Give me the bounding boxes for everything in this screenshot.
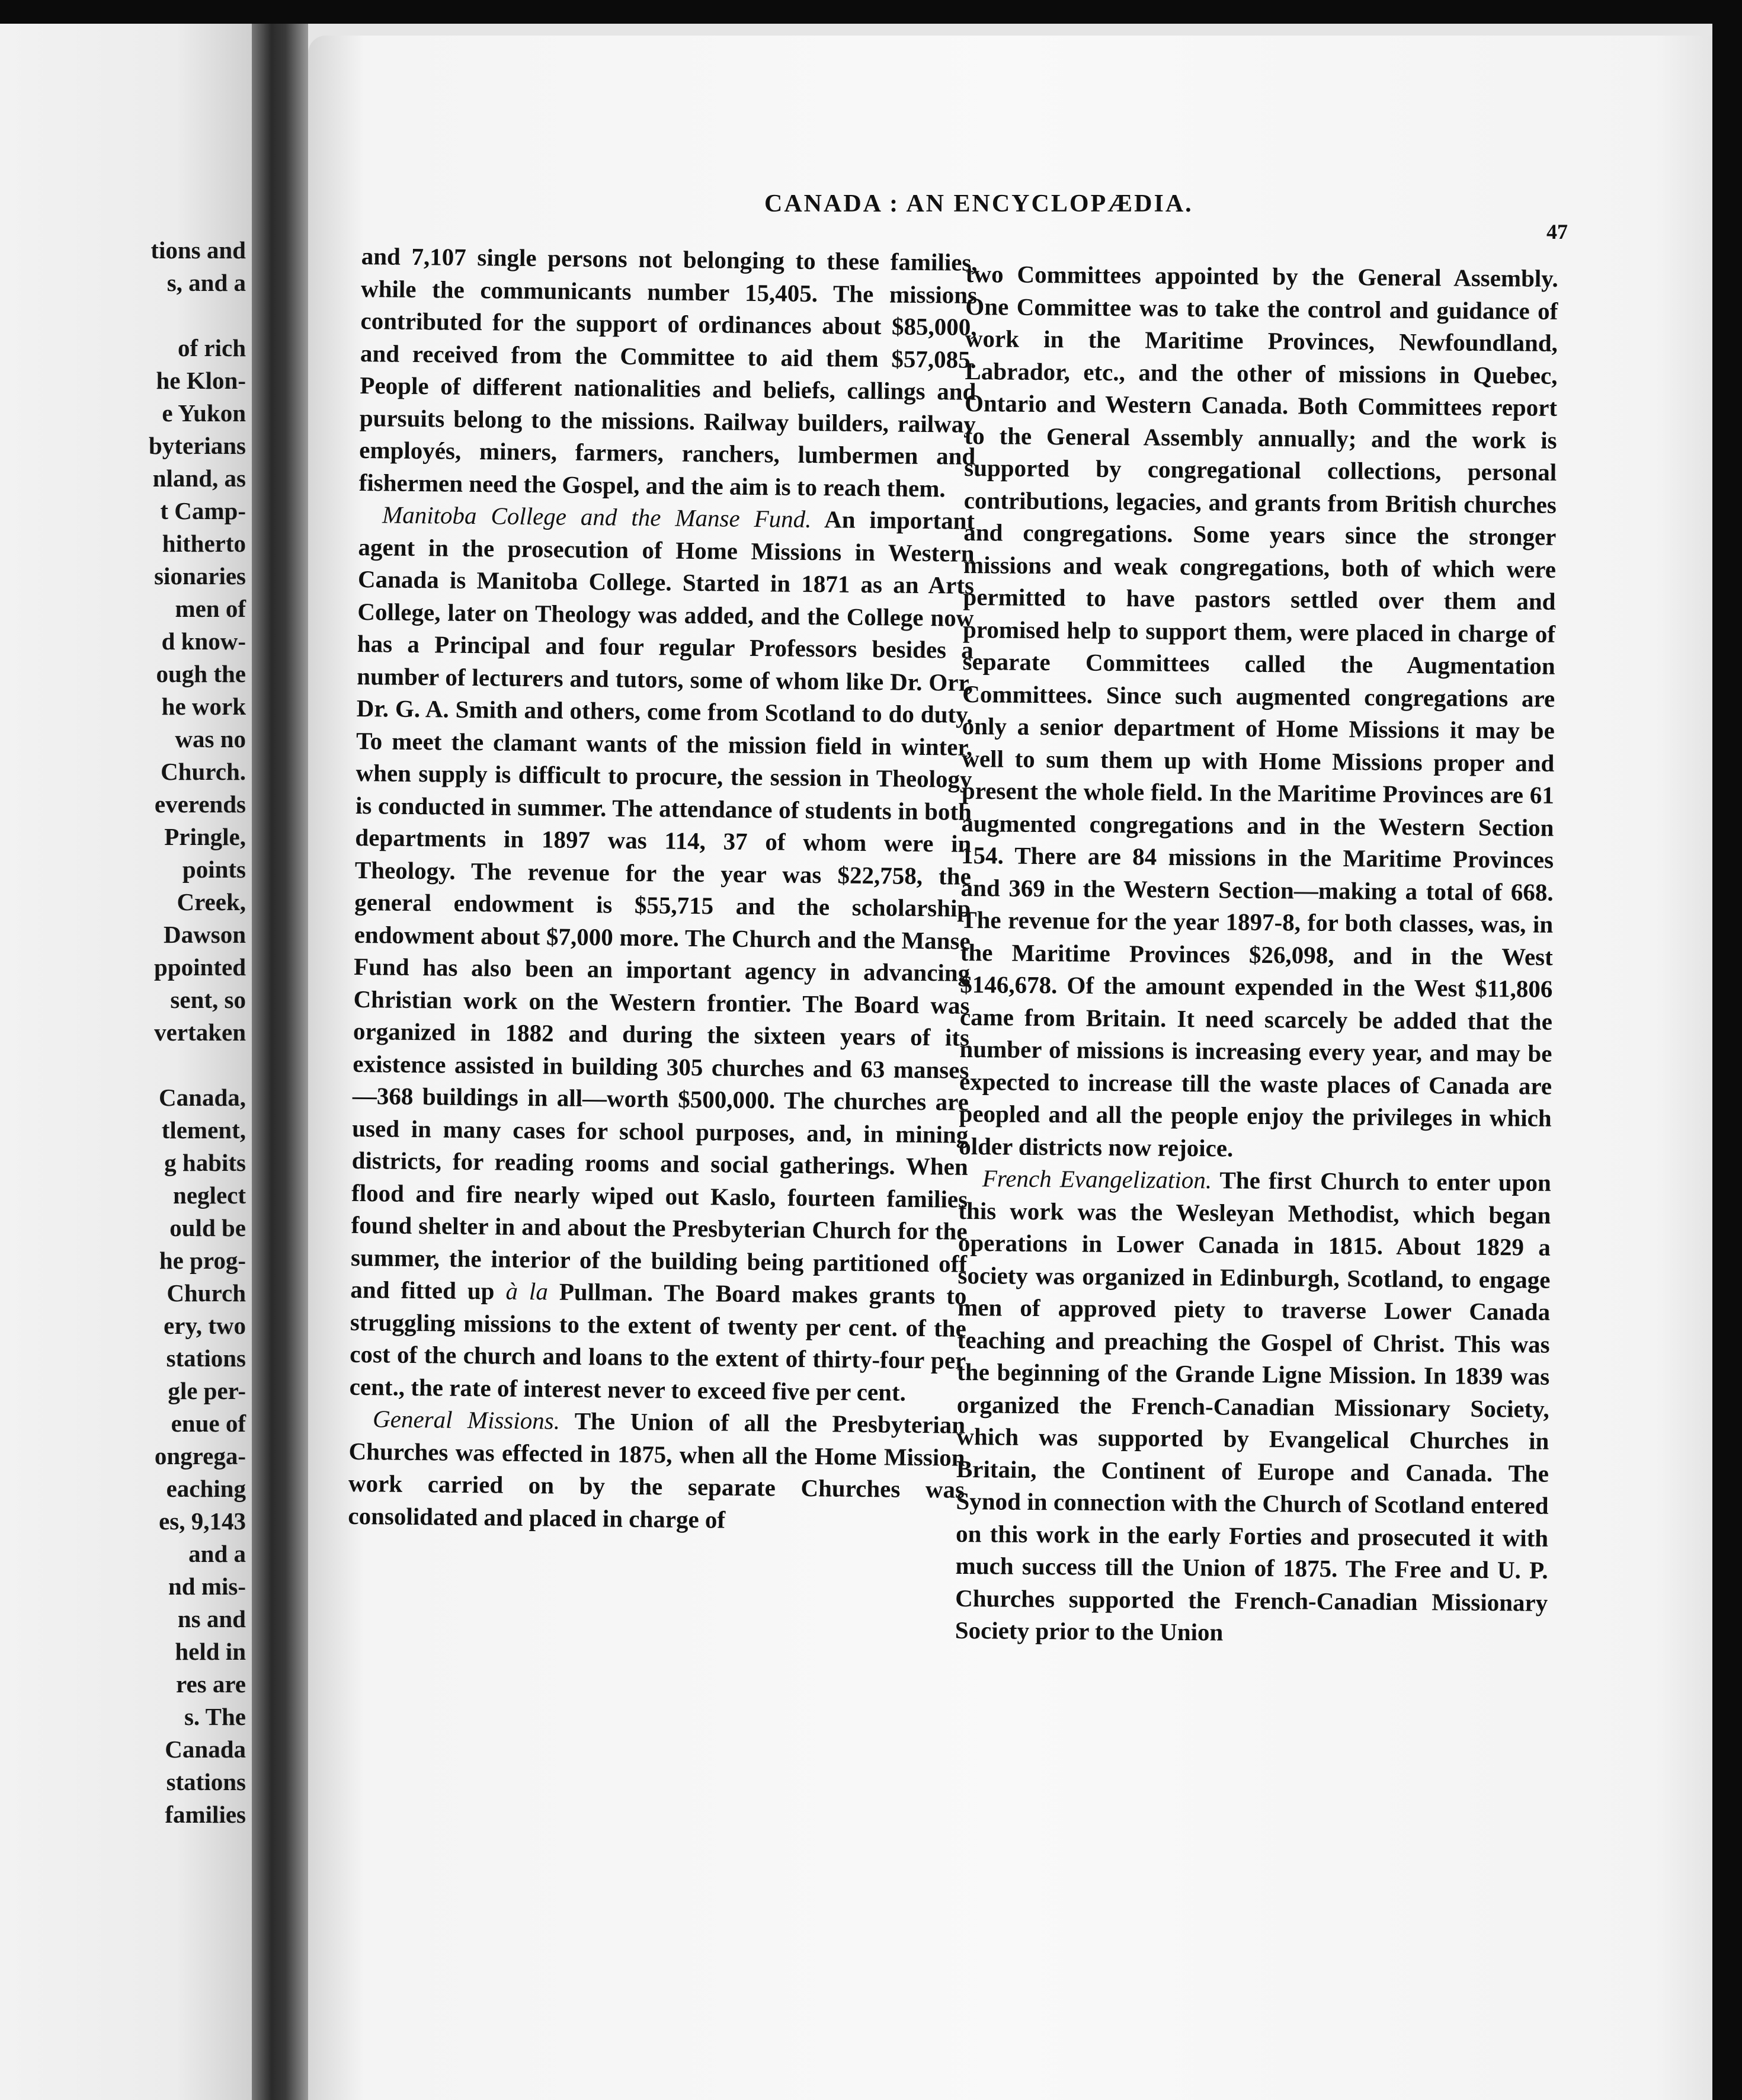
text-fragment-line: stations [166, 1768, 246, 1795]
text-fragment-line: and a [188, 1540, 246, 1567]
section-heading-general-missions: General Missions. [372, 1405, 561, 1435]
text-fragment-line: neglect [173, 1182, 246, 1209]
text-fragment-line: tions and [150, 236, 246, 264]
text-fragment-line: everends [154, 790, 246, 818]
paragraph-body: The Union of all the Presbyterian Churches was effected in 1875, when all the Home Mission work carried on by the separate Churches was consolidated and placed in charge of [348, 1407, 966, 1534]
text-fragment-line: nd mis- [168, 1573, 246, 1600]
text-fragment-line: ery, two [164, 1312, 246, 1339]
text-fragment-line: d know- [161, 628, 246, 655]
scan-border-top [0, 0, 1742, 24]
page-number: 47 [1546, 220, 1568, 244]
text-fragment-line: tlement, [161, 1116, 246, 1144]
text-fragment-line: ns and [177, 1605, 246, 1632]
text-fragment-line: ould be [169, 1214, 246, 1241]
previous-page-text-fragments [9, 234, 246, 1831]
text-fragment-line: held in [175, 1638, 246, 1665]
text-fragment-line: byterians [149, 432, 246, 459]
text-fragment-line: points [182, 856, 246, 883]
text-fragment-line: stations [166, 1344, 246, 1372]
text-fragment-line: Dawson [164, 921, 246, 948]
text-column-left [348, 240, 978, 1538]
text-fragment-line: he Klon- [156, 367, 246, 394]
text-fragment-line: hitherto [162, 530, 246, 557]
text-fragment-line: vertaken [154, 1019, 246, 1046]
paragraph-manitoba-college [349, 498, 975, 1409]
paragraph-body-end: Pullman. The Board makes grants to struggling missions to the extent of twenty per cent. of the cost of the church and loans to the extent of thirty-four per cent., the rate of interest never to exceed five per cent. [349, 1278, 967, 1406]
text-fragment-line: men of [175, 595, 246, 622]
paragraph-general-missions [348, 1403, 965, 1538]
text-fragment-line: sionaries [154, 562, 246, 590]
text-column-right [955, 258, 1558, 1651]
text-fragment-line: Pringle, [164, 823, 246, 850]
text-fragment-line: eaching [166, 1475, 246, 1502]
text-fragment-line: ough the [156, 660, 246, 687]
previous-page [0, 24, 252, 2100]
text-fragment-line: gle per- [168, 1377, 246, 1404]
text-fragment-line: ongrega- [154, 1442, 246, 1470]
text-fragment-line: Church [166, 1279, 246, 1307]
text-fragment-line: of rich [178, 334, 246, 361]
running-head: CANADA : AN ENCYCLOPÆDIA. [764, 190, 1193, 217]
text-fragment-line: t Camp- [160, 497, 246, 524]
text-fragment-line: es, 9,143 [159, 1507, 246, 1535]
text-fragment-line: g habits [164, 1149, 246, 1176]
text-fragment-line: res are [175, 1670, 246, 1698]
text-fragment-line: Church. [161, 758, 246, 785]
text-fragment-line: was no [175, 725, 246, 753]
text-fragment-line: s. The [184, 1703, 246, 1730]
paragraph-body: The first Church to enter upon this work was the Wesleyan Methodist, which began operations in Lower Canada in 1815. About 1829 a society was organized in Edinburgh, Scotland, to engage men of approved piety to traverse Lower Canada teaching and preaching the Gospel of Christ. This was the beginning of the Grande Ligne Mission. In 1839 was organized the French-Canadian Missionary Society, which was supported by Evangelical Churches in Britain, the Continent of Europe and Canada. The Synod in connection with the Church of Scotland entered on this work in the early Forties and prosecuted it with much success till the Union of 1875. The Free and U. P. Churches supported the French-Canadian Missionary Society prior to the Union [955, 1166, 1551, 1646]
paragraph-continued: and 7,107 single persons not belonging to these families, while the communicants number 15,405. The missions contributed for the support of ordinances about $85,000, and received from the Committee to aid them $57,085. People of different nationalities and beliefs, callings and pursuits belong to the missions. Railway builders, railway employés, miners, farmers, ranchers, lumbermen and fishermen need the Gospel, and the aim is to reach them. [358, 242, 978, 502]
paragraph-french-evangelization [955, 1162, 1551, 1651]
text-fragment-line: e Yukon [162, 399, 246, 427]
book-gutter [252, 24, 308, 2100]
paragraph-committees: two Committees appointed by the General Assembly. One Committee was to take the control and guidance of work in the Maritime Provinces, Newfoundland, Labrador, etc., and the other of missions in Quebec, Ontario and Western Canada. Both Committees report to the General Assembly annually; and the work is supported by congregational collections, personal contributions, legacies, and grants from British churches and congregations. Some years since the stronger missions and weak congregations, both of which were permitted to have pastors settled over them and promised help to support them, were placed in charge of separate Committees called the Augmentation Committees. Since such augmented congregations are only a senior department of Home Missions it may be well to sum them up with Home Missions proper and present the whole field. In the Maritime Provinces are 61 augmented congregations and in the Western Section 154. There are 84 missions in the Maritime Provinces and 369 in the Western Section—making a total of 668. The revenue for the year 1897-8, for both classes, was, in the Maritime Provinces $26,098, and in the West $146,678. Of the amount expended in the West $11,806 came from Britain. It need scarcely be added that the number of missions is increasing every year, and may be expected to increase till the waste places of Canada are peopled and all the people enjoy the privileges in which older districts now rejoice. [959, 260, 1558, 1162]
text-fragment-line: Creek, [177, 888, 246, 915]
section-heading-manitoba-college: Manitoba College and the Manse Fund. [382, 501, 812, 533]
text-fragment-line: s, and a [166, 269, 246, 296]
italic-phrase: à la [505, 1277, 549, 1305]
text-fragment-line: he prog- [159, 1247, 246, 1274]
text-fragment-line: Canada, [159, 1084, 246, 1111]
text-fragment-line [9, 299, 246, 332]
scan-border-right [1712, 0, 1742, 2100]
text-fragment-line: nland, as [152, 465, 246, 492]
text-fragment-line: he work [161, 693, 246, 720]
text-fragment-line: enue of [171, 1410, 246, 1437]
paragraph-body: An important agent in the prosecution of Home Missions in Western Canada is Manitoba College. Started in 1871 as an Arts College, later on Theology was added, and the College now has a Principal and four regular Professors besides a number of lecturers and tutors, some of whom like Dr. Orr, Dr. G. A. Smith and others, come from Scotland to do duty. To meet the clamant wants of the mission field in winter, when supply is difficult to procure, the session in Theology is conducted in summer. The attendance of students in both departments in 1897 was 114, 37 of whom were in Theology. The revenue for the year was $22,758, the general endowment is $55,715 and the scholarship endowment about $7,000 more. The Church and the Manse Fund has also been an important agency in advancing Christian work on the Western frontier. The Board was organized in 1882 and during the sixteen years of its existence assisted in building 305 churches and 63 manses—368 buildings in all—worth $500,000. The churches are used in many cases for school purposes, and, in mining districts, for reading rooms and social gatherings. When flood and fire nearly wiped out Kaslo, fourteen families found shelter in and about the Presbyterian Church for the summer, the interior of the building being partitioned off and fitted up [350, 505, 975, 1305]
text-fragment-line: ppointed [154, 953, 246, 981]
text-fragment-line: sent, so [170, 986, 246, 1013]
text-fragment-line [9, 1049, 246, 1081]
text-fragment-line: families [165, 1801, 246, 1828]
section-heading-french-evangelization: French Evangelization. [982, 1164, 1212, 1194]
text-fragment-line: Canada [165, 1736, 246, 1763]
